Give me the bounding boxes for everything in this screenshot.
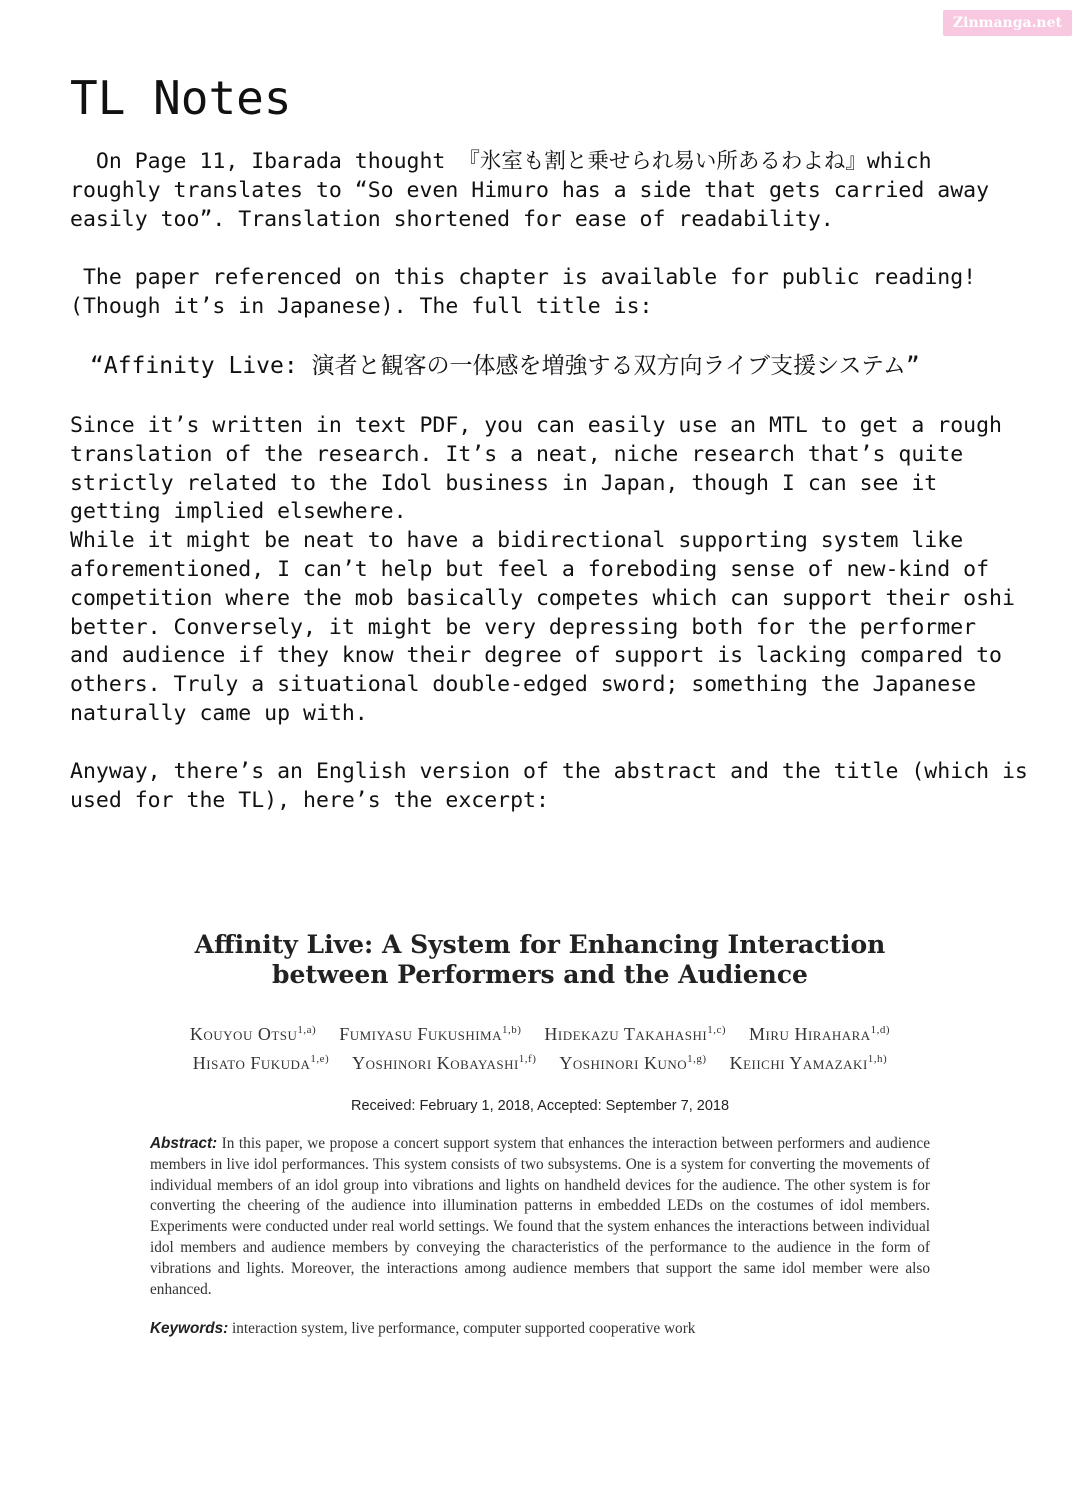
author: Yoshinori Kobayashi$^{1,f)}$: [352, 1053, 537, 1073]
note-paragraph-commentary: Since it’s written in text PDF, you can easily use an MTL to get a rough translation of the research. It’s a neat, niche research that’s quite strictly related to the Idol business in Japan, though I can see it getting implied elsewhere. While it might be neat to have a bidirectional supporting system like aforementioned, I can’t help but feel a foreboding sense of new-kind of competition where the mob basically competes which can support their oshi better. Conversely, it might be very depressing both for the performer and audience if they know their degree of support is lacking compared to others. Truly a situational double-edged sword; something the Japanese naturally came up with.: [70, 413, 1015, 726]
keywords-label: Keywords:: [150, 1320, 229, 1338]
page-title: TL Notes: [70, 71, 292, 125]
received-dates: Received: February 1, 2018, Accepted: September 7, 2018: [350, 1098, 730, 1114]
site-watermark: Zinmanga.net: [943, 10, 1072, 36]
paper-excerpt: [0, 930, 1080, 1338]
author-list: [0, 1018, 1080, 1076]
note-paragraph-paper-reference: The paper referenced on this chapter is available for public reading! (Though it’s in Japanese). The full title is:: [70, 265, 977, 319]
keywords: [150, 1320, 930, 1338]
excerpt-title-line2: between Performers and the Audience: [272, 960, 808, 989]
author: Kouyou Otsu$^{1,a)}$: [189, 1024, 317, 1044]
abstract-label: Abstract:: [150, 1135, 218, 1152]
author: Hisato Fukuda$^{1,e)}$: [192, 1053, 330, 1073]
author-row: [0, 1018, 1080, 1047]
note-paragraph-page11: On Page 11, Ibarada thought 『氷室も割と乗せられ易い所あるわよね』which roughly translates to “So even Himuro has a side that gets carried away easily too”. Translation shortened for ease of readability.: [70, 149, 990, 232]
author: Miru Hirahara$^{1,d)}$: [749, 1024, 891, 1044]
keywords-text: interaction system, live performance, computer supported cooperative work: [232, 1320, 696, 1338]
excerpt-title-line1: Affinity Live: A System for Enhancing Interaction: [194, 930, 886, 959]
author: Fumiyasu Fukushima$^{1,b)}$: [339, 1024, 522, 1044]
author: Hidekazu Takahashi$^{1,c)}$: [544, 1024, 727, 1044]
note-paragraph-excerpt-intro: Anyway, there’s an English version of the abstract and the title (which is used for the TL), here’s the excerpt:: [70, 759, 1028, 813]
author-row: [0, 1047, 1080, 1076]
excerpt-title: [0, 930, 1080, 990]
author: Keiichi Yamazaki$^{1,h)}$: [729, 1053, 888, 1073]
abstract-text: In this paper, we propose a concert support system that enhances the interaction between performers and audience members in live idol performances. This system consists of two subsystems. One is a system for converting the movements of individual members of an idol group into vibrations and lights on handheld devices for the audience. The other system is for converting the cheering of the audience into illumination patterns in embedded LEDs on the costumes of idol members. Experiments were conducted under real world settings. We found that the system enhances the interactions between individual idol members and audience members by conveying the characteristics of the performance to the audience in the form of vibrations and lights. Moreover, the interactions among audience members that support the same idol member were also enhanced.: [150, 1135, 930, 1298]
paper-title-japanese: “Affinity Live: 演者と観客の一体感を増強する双方向ライブ支援システム”: [90, 353, 920, 379]
abstract: [150, 1134, 930, 1300]
author: Yoshinori Kuno$^{1,g)}$: [559, 1053, 707, 1073]
